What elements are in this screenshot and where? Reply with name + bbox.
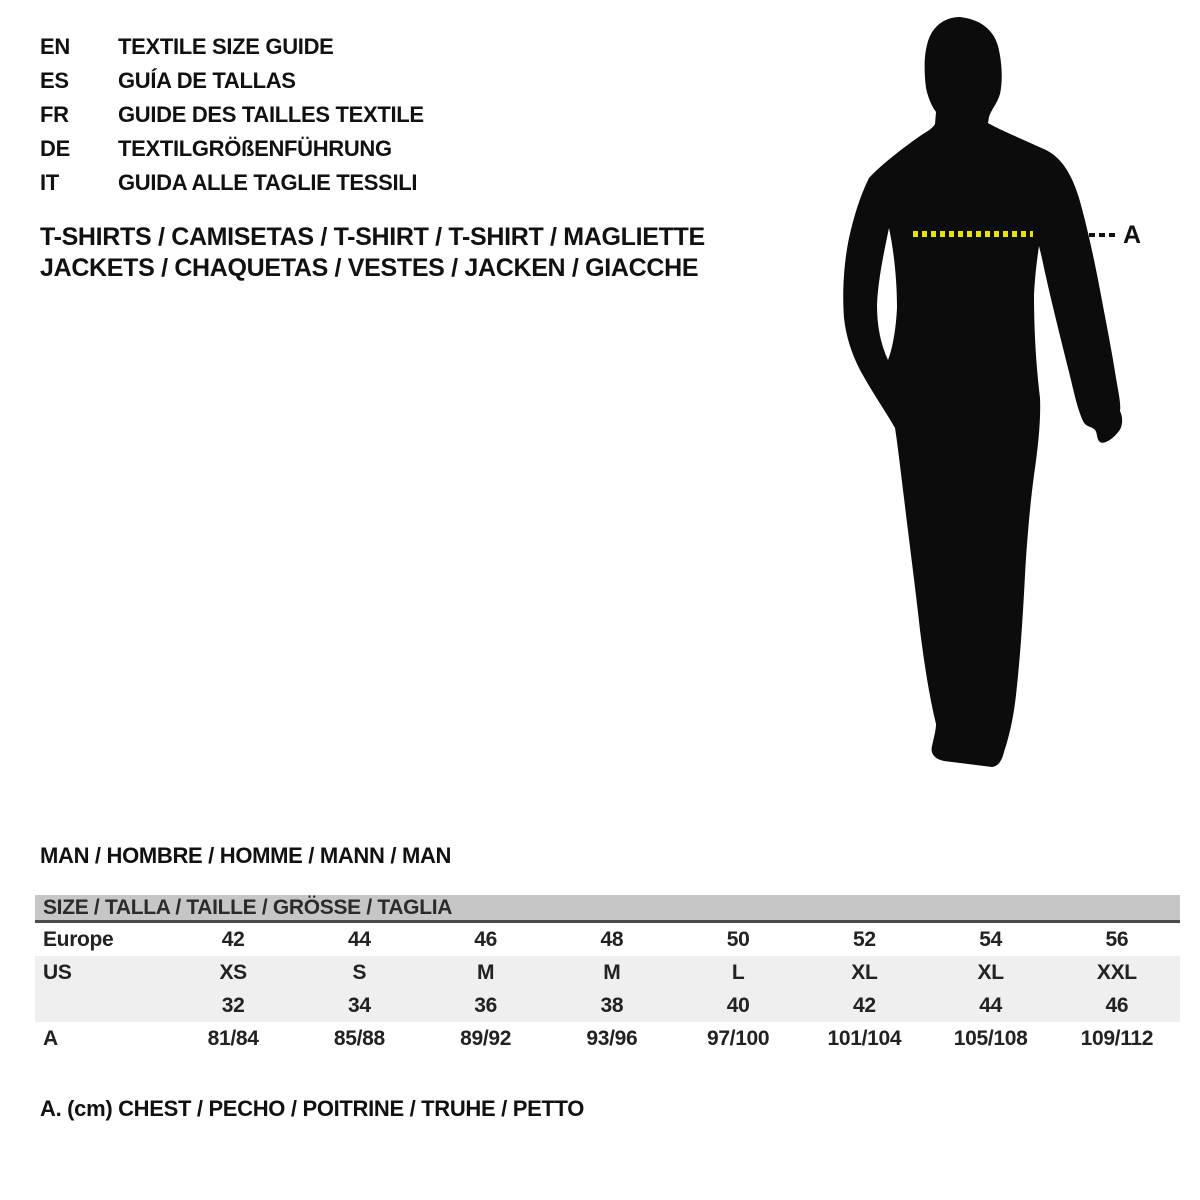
category-line-jackets: JACKETS / CHAQUETAS / VESTES / JACKEN / GIACCHE: [40, 254, 699, 282]
language-row: [40, 166, 424, 200]
table-cell: 97/100: [706, 1026, 770, 1050]
language-row: [40, 64, 424, 98]
language-row: [40, 132, 424, 166]
category-headings: [40, 222, 705, 284]
table-cell: 105/108: [953, 1026, 1028, 1050]
table-cell: 101/104: [827, 1026, 902, 1050]
language-title: GUÍA DE TALLAS: [118, 68, 296, 93]
table-cell: 44: [979, 993, 1002, 1017]
table-cell: XS: [219, 960, 247, 984]
row-label: A: [43, 1026, 58, 1050]
table-row-numeric: [35, 989, 1180, 1022]
language-code: IT: [40, 170, 59, 195]
category-line-tshirts: T-SHIRTS / CAMISETAS / T-SHIRT / T-SHIRT / MAGLIETTE: [40, 223, 705, 251]
size-table: [35, 895, 1180, 1055]
table-cell: 52: [853, 927, 876, 951]
marker-dash-line: [1089, 233, 1117, 237]
language-title: GUIDA ALLE TAGLIE TESSILI: [118, 170, 418, 195]
section-title: MAN / HOMBRE / HOMME / MANN / MAN: [40, 843, 452, 868]
measurement-footnote: A. (cm) CHEST / PECHO / POITRINE / TRUHE / PETTO: [40, 1096, 585, 1121]
table-cell: 44: [348, 927, 371, 951]
table-cell: 42: [221, 927, 245, 951]
language-code: FR: [40, 102, 69, 127]
table-cell: 93/96: [586, 1026, 638, 1050]
table-cell: 89/92: [460, 1026, 512, 1050]
language-title: TEXTILGRÖßENFÜHRUNG: [118, 136, 392, 161]
table-cell: 50: [726, 927, 750, 951]
chest-measure-dotted-line: [913, 231, 1033, 237]
table-cell: M: [603, 960, 621, 984]
table-cell: 56: [1105, 927, 1129, 951]
marker-label: A: [1123, 221, 1141, 249]
table-cell: 46: [1105, 993, 1129, 1017]
language-code: DE: [40, 136, 70, 161]
table-cell: 34: [348, 993, 371, 1017]
table-cell: 48: [600, 927, 624, 951]
table-cell: M: [477, 960, 495, 984]
table-cell: 32: [221, 993, 245, 1017]
table-cell: 46: [474, 927, 497, 951]
table-cell: 85/88: [333, 1026, 385, 1050]
row-label: Europe: [43, 927, 114, 951]
table-cell: 36: [474, 993, 497, 1017]
language-code: EN: [40, 34, 70, 59]
table-cell: 38: [600, 993, 624, 1017]
table-row-us: [35, 956, 1180, 989]
table-cell: 42: [853, 993, 876, 1017]
table-cell: 81/84: [207, 1026, 259, 1050]
language-row: [40, 98, 424, 132]
table-cell: 54: [979, 927, 1002, 951]
language-code: ES: [40, 68, 69, 93]
table-cell: S: [352, 960, 367, 984]
language-title: GUIDE DES TAILLES TEXTILE: [118, 102, 424, 127]
table-row-chest-a: [35, 1022, 1180, 1055]
language-row: [40, 30, 424, 64]
table-cell: L: [731, 960, 745, 984]
table-cell: XL: [977, 960, 1004, 984]
language-title: TEXTILE SIZE GUIDE: [118, 34, 334, 59]
language-list: [40, 30, 424, 200]
table-cell: XL: [851, 960, 878, 984]
man-silhouette: [836, 14, 1128, 772]
table-cell: 109/112: [1080, 1026, 1154, 1050]
table-row-europe: [35, 923, 1180, 956]
table-cell: 40: [726, 993, 750, 1017]
table-header: SIZE / TALLA / TAILLE / GRÖSSE / TAGLIA: [35, 895, 1180, 923]
row-label: US: [43, 960, 72, 984]
table-cell: XXL: [1096, 960, 1137, 984]
